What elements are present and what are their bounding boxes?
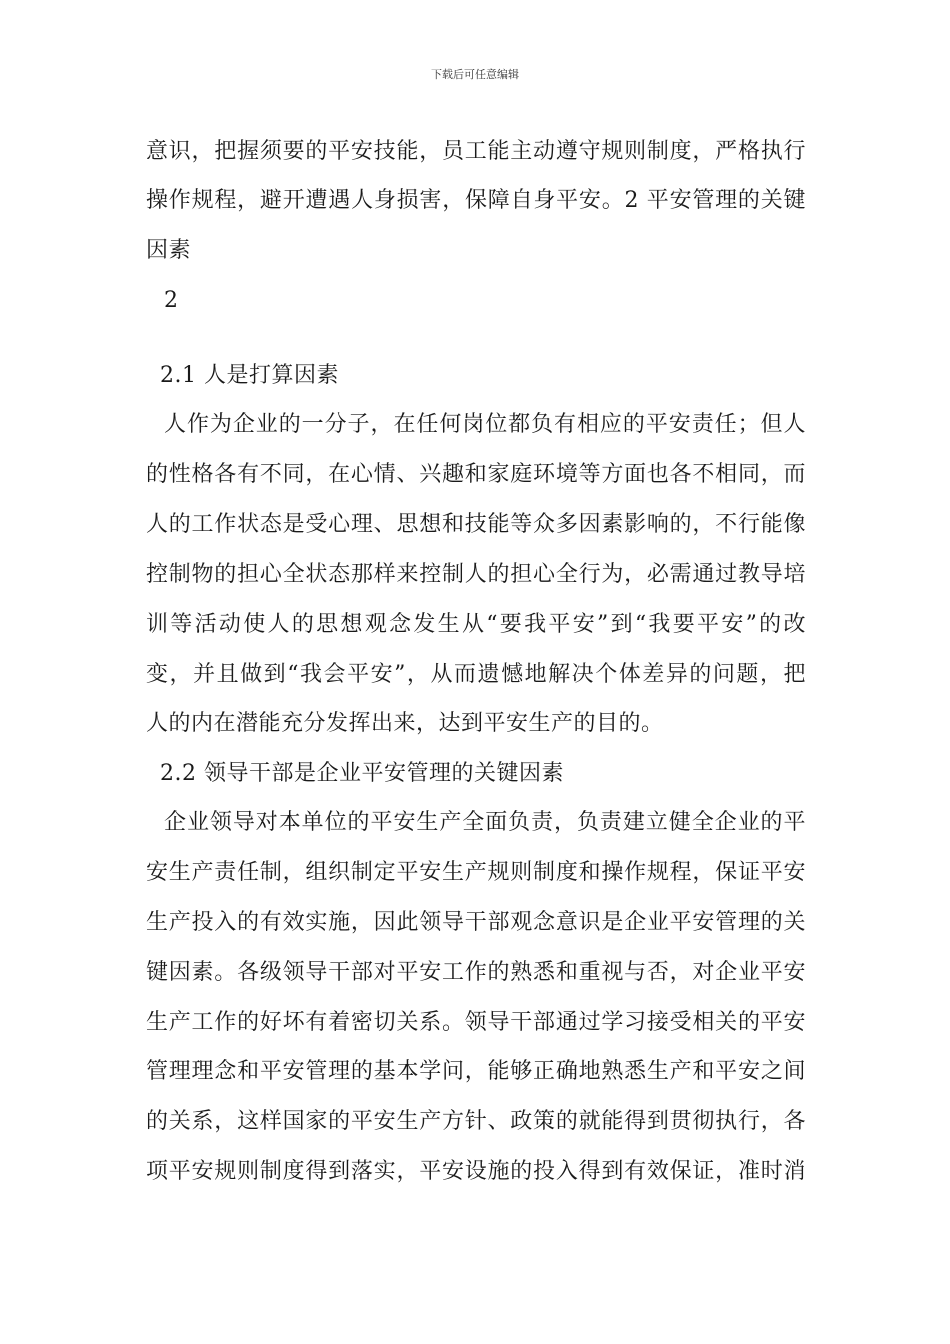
text-line: 2 xyxy=(164,288,179,313)
text-line: 训等活动使人的思想观念发生从“要我平安”到“我要平安”的改 xyxy=(146,612,806,637)
text-line: 安生产责任制，组织制定平安生产规则制度和操作规程，保证平安 xyxy=(146,860,806,885)
page-header: 下载后可任意编辑 xyxy=(431,68,519,81)
text-line: 意识，把握须要的平安技能，员工能主动遵守规则制度，严格执行 xyxy=(146,139,806,164)
text-line: 操作规程，避开遭遇人身损害，保障自身平安。2 平安管理的关键 xyxy=(146,188,806,213)
text-line: 因素 xyxy=(146,238,192,263)
text-line: 变，并且做到“我会平安”，从而遗憾地解决个体差异的问题，把 xyxy=(146,662,806,687)
text-line: 的关系，这样国家的平安生产方针、政策的就能得到贯彻执行，各 xyxy=(146,1109,806,1134)
text-line: 企业领导对本单位的平安生产全面负责，负责建立健全企业的平 xyxy=(164,810,806,835)
text-line: 项平安规则制度得到落实，平安设施的投入得到有效保证，准时消 xyxy=(146,1159,806,1184)
text-line: 人的内在潜能充分发挥出来，达到平安生产的目的。 xyxy=(146,711,664,736)
section-heading: 2.2 领导干部是企业平安管理的关键因素 xyxy=(160,761,564,786)
text-line: 控制物的担心全状态那样来控制人的担心全行为，必需通过教导培 xyxy=(146,562,806,587)
text-line: 生产工作的好坏有着密切关系。领导干部通过学习接受相关的平安 xyxy=(146,1010,806,1035)
text-line: 人的工作状态是受心理、思想和技能等众多因素影响的，不行能像 xyxy=(146,512,806,537)
text-line: 键因素。各级领导干部对平安工作的熟悉和重视与否，对企业平安 xyxy=(146,960,806,985)
text-line: 的性格各有不同，在心情、兴趣和家庭环境等方面也各不相同，而 xyxy=(146,462,806,487)
text-line: 生产投入的有效实施，因此领导干部观念意识是企业平安管理的关 xyxy=(146,910,806,935)
text-line: 人作为企业的一分子，在任何岗位都负有相应的平安责任；但人 xyxy=(164,412,806,437)
section-heading: 2.1 人是打算因素 xyxy=(160,363,339,388)
text-line: 管理理念和平安管理的基本学问，能够正确地熟悉生产和平安之间 xyxy=(146,1059,806,1084)
